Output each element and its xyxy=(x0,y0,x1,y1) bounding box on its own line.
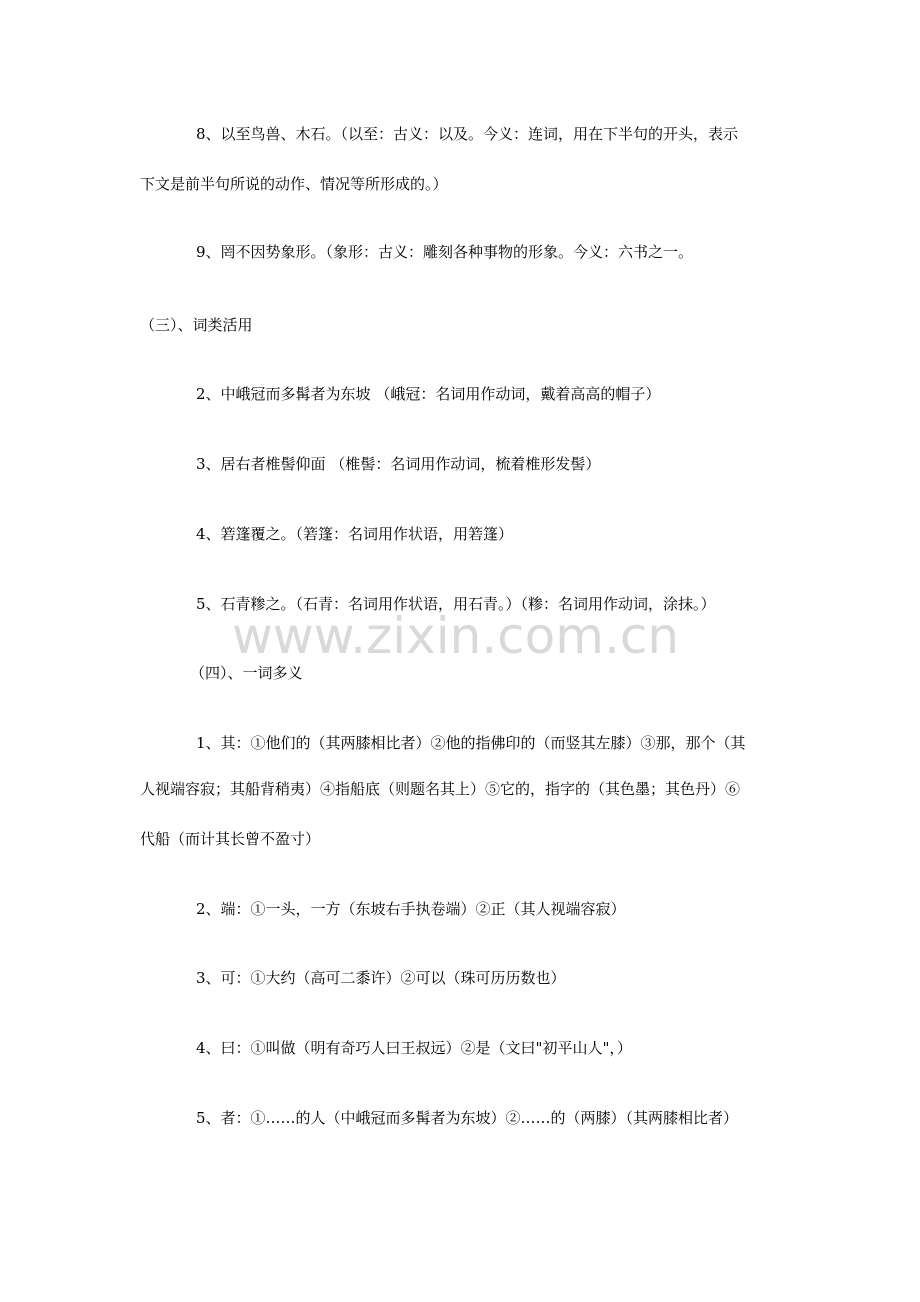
section-4-item-2: 2、端：①一头，一方（东坡右手执卷端）②正（其人视端容寂） xyxy=(196,900,626,918)
section-3-item-2: 2、中峨冠而多髯者为东坡 （峨冠：名词用作动词，戴着高高的帽子） xyxy=(196,385,661,403)
section-3-item-3: 3、居右者椎髻仰面 （椎髻：名词用作动词，梳着椎形发髻） xyxy=(196,455,601,473)
section-3-heading: （三）、词类活用 xyxy=(140,316,253,334)
section-3-item-5: 5、石青糁之。（石青：名词用作状语，用石青。）（糁：名词用作动词，涂抹。） xyxy=(196,595,716,613)
section-4-item-5: 5、者：①……的人（中峨冠而多髯者为东坡）②……的（两膝）（其两膝相比者） xyxy=(196,1109,739,1127)
section-4-item-1-line-3: 代船（而计其长曾不盈寸） xyxy=(140,830,321,848)
section-4-heading: （四）、一词多义 xyxy=(190,664,303,682)
section-4-item-3: 3、可：①大约（高可二黍许）②可以（珠可历历数也） xyxy=(196,969,566,987)
section-4-item-1-line-1: 1、其：①他们的（其两膝相比者）②他的指佛印的（而竖其左膝）③那，那个（其 xyxy=(196,734,746,752)
section-3-item-4: 4、箬篷覆之。（箬篷：名词用作状语，用箬篷） xyxy=(196,525,514,543)
section-4-item-1-line-2: 人视端容寂；其船背稍夷）④指船底（则题名其上）⑤它的，指字的（其色墨；其色丹）⑥ xyxy=(140,780,741,798)
item-8-line-1: 8、以至鸟兽、木石。（以至：古义：以及。今义：连词，用在下半句的开头，表示 xyxy=(196,125,739,143)
item-8-line-2: 下文是前半句所说的动作、情况等所形成的。） xyxy=(140,175,448,193)
watermark: www.zixin.com.cn xyxy=(232,607,680,665)
item-9: 9、罔不因势象形。（象形：古义：雕刻各种事物的形象。今义：六书之一。 xyxy=(196,243,694,261)
section-4-item-4: 4、曰：①叫做（明有奇巧人曰王叔远）②是（文曰"初平山人"，） xyxy=(196,1039,632,1057)
